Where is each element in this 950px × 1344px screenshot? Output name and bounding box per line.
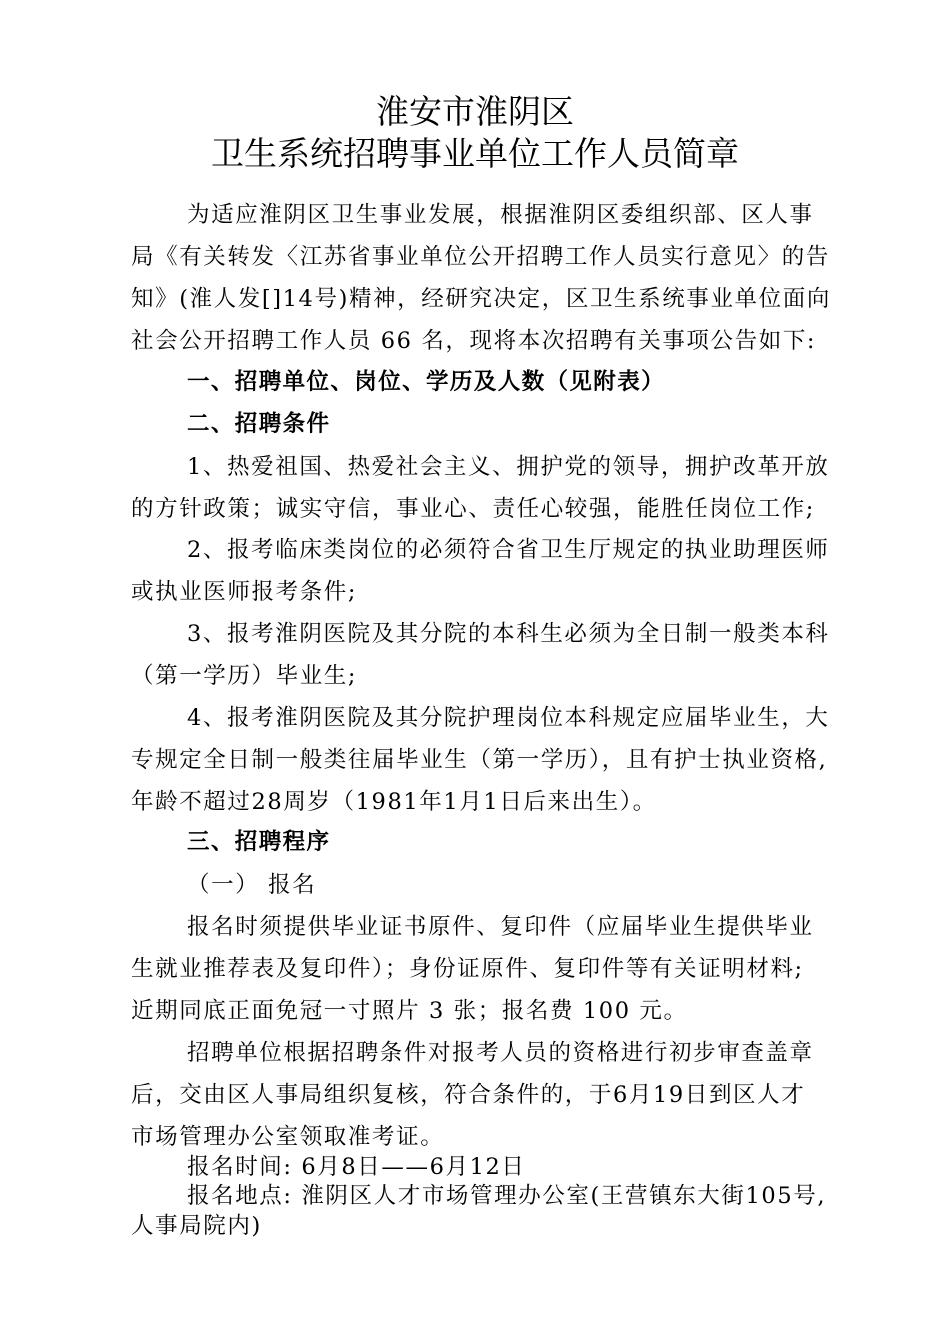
condition-line-6: （第一学历）毕业生; [131, 663, 358, 689]
intro-line-3: 知》(淮人发[]14号)精神，经研究决定，区卫生系统事业单位面向 [131, 286, 831, 312]
registration-line-2: 生就业推荐表及复印件）；身份证原件、复印件等有关证明材料; [131, 956, 804, 982]
subsection-heading-1: （一） 报名 [187, 872, 317, 898]
registration-line-1: 报名时须提供毕业证书原件、复印件（应届毕业生提供毕业 [187, 914, 814, 940]
condition-line-8: 专规定全日制一般类往届毕业生（第一学历），且有护士执业资格, [131, 747, 828, 773]
registration-line-3: 近期同底正面免冠一寸照片 3 张；报名费 100 元。 [131, 998, 688, 1024]
intro-line-4: 社会公开招聘工作人员 66 名，现将本次招聘有关事项公告如下: [131, 328, 817, 354]
section-heading-2: 二、招聘条件 [187, 411, 331, 437]
registration-location: 报名地点: 淮阴区人才市场管理办公室(王营镇东大街105号, [187, 1183, 827, 1209]
condition-line-2: 的方针政策；诚实守信，事业心、责任心较强，能胜任岗位工作; [131, 496, 815, 522]
title-line-1: 淮安市淮阴区 [376, 92, 574, 131]
registration-line-5: 后，交由区人事局组织复核，符合条件的，于6月19日到区人才 [131, 1082, 806, 1108]
intro-line-2: 局《有关转发〈江苏省事业单位公开招聘工作人员实行意见〉的告 [131, 244, 830, 270]
condition-line-9: 年龄不超过28周岁（1981年1月1日后来出生）。 [131, 789, 657, 815]
condition-line-4: 或执业医师报考条件; [131, 579, 358, 605]
registration-location-cont: 人事局院内) [131, 1213, 262, 1239]
condition-line-3: 2、报考临床类岗位的必须符合省卫生厅规定的执业助理医师 [187, 537, 830, 563]
registration-line-6: 市场管理办公室领取准考证。 [131, 1124, 445, 1150]
section-heading-3: 三、招聘程序 [187, 829, 331, 855]
title-line-2: 卫生系统招聘事业单位工作人员简章 [211, 134, 739, 173]
condition-line-7: 4、报考淮阴医院及其分院护理岗位本科规定应届毕业生，大 [187, 705, 830, 731]
intro-line-1: 为适应淮阴区卫生事业发展，根据淮阴区委组织部、区人事 [187, 202, 814, 228]
registration-line-4: 招聘单位根据招聘条件对报考人员的资格进行初步审查盖章 [187, 1040, 814, 1066]
condition-line-5: 3、报考淮阴医院及其分院的本科生必须为全日制一般类本科 [187, 621, 830, 647]
registration-time: 报名时间: 6月8日——6月12日 [187, 1154, 526, 1180]
condition-line-1: 1、热爱祖国、热爱社会主义、拥护党的领导，拥护改革开放 [187, 454, 830, 480]
section-heading-1: 一、招聘单位、岗位、学历及人数（见附表） [187, 369, 666, 395]
